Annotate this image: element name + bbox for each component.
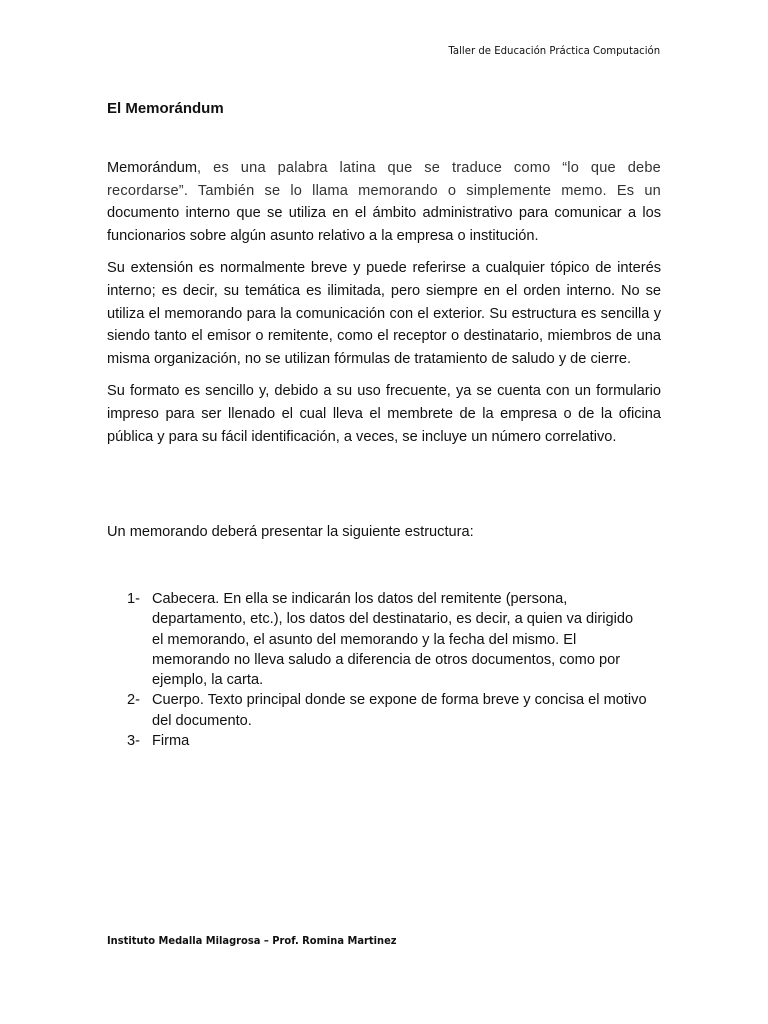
paragraph-definition-light: , es una palabra latina que se traduce como “lo que debe recordarse”. También se lo llama memorando o simplemente memo. Es un — [107, 160, 661, 199]
list-item — [127, 690, 647, 731]
paragraph-definition — [107, 157, 661, 247]
paragraph-extension: Su extensión es normalmente breve y puede referirse a cualquier tópico de interés interno; es decir, su temática es ilimitada, pero siempre en el orden interno. No se utiliza el memorando para la comunicación con el exterior. Su estructura es sencilla y siendo tanto el emisor o remitente, como el receptor o destinatario, miembros de una misma organización, no se utilizan fórmulas de tratamiento de saludo y de cierre. — [107, 260, 661, 367]
list-item-text: Firma — [152, 733, 190, 750]
structure-list — [127, 589, 647, 751]
document-title: El Memorándum — [107, 100, 224, 117]
page-header: Taller de Educación Práctica Computación — [448, 44, 660, 57]
list-item-number: 2- — [127, 692, 140, 709]
list-item-text: Cuerpo. Texto principal donde se expone de forma breve y concisa el motivo del documento. — [152, 692, 647, 729]
list-item — [127, 731, 647, 751]
list-item-text: Cabecera. En ella se indicarán los datos del remitente (persona, departamento, etc.), los datos del destinatario, es decir, a quien va dirigido el memorando, el asunto del memorando y la fecha del mismo. El memorando no lleva saludo a diferencia de otros documentos, como por ejemplo, la carta. — [152, 591, 634, 689]
list-item — [127, 589, 647, 690]
list-item-number: 3- — [127, 733, 140, 750]
structure-intro: Un memorando deberá presentar la siguiente estructura: — [107, 524, 474, 540]
document-body — [107, 157, 661, 458]
paragraph-definition-rest: documento interno que se utiliza en el ámbito administrativo para comunicar a los funcionarios sobre algún asunto relativo a la empresa o institución. — [107, 205, 661, 244]
page-footer: Instituto Medalla Milagrosa – Prof. Romina Martinez — [107, 934, 397, 947]
term-memorandum: Memorándum — [107, 160, 198, 176]
list-item-number: 1- — [127, 591, 140, 607]
paragraph-format: Su formato es sencillo y, debido a su uso frecuente, ya se cuenta con un formulario impreso para ser llenado el cual lleva el membrete de la empresa o de la oficina pública y para su fácil identificación, a veces, se incluye un número correlativo. — [107, 383, 661, 445]
